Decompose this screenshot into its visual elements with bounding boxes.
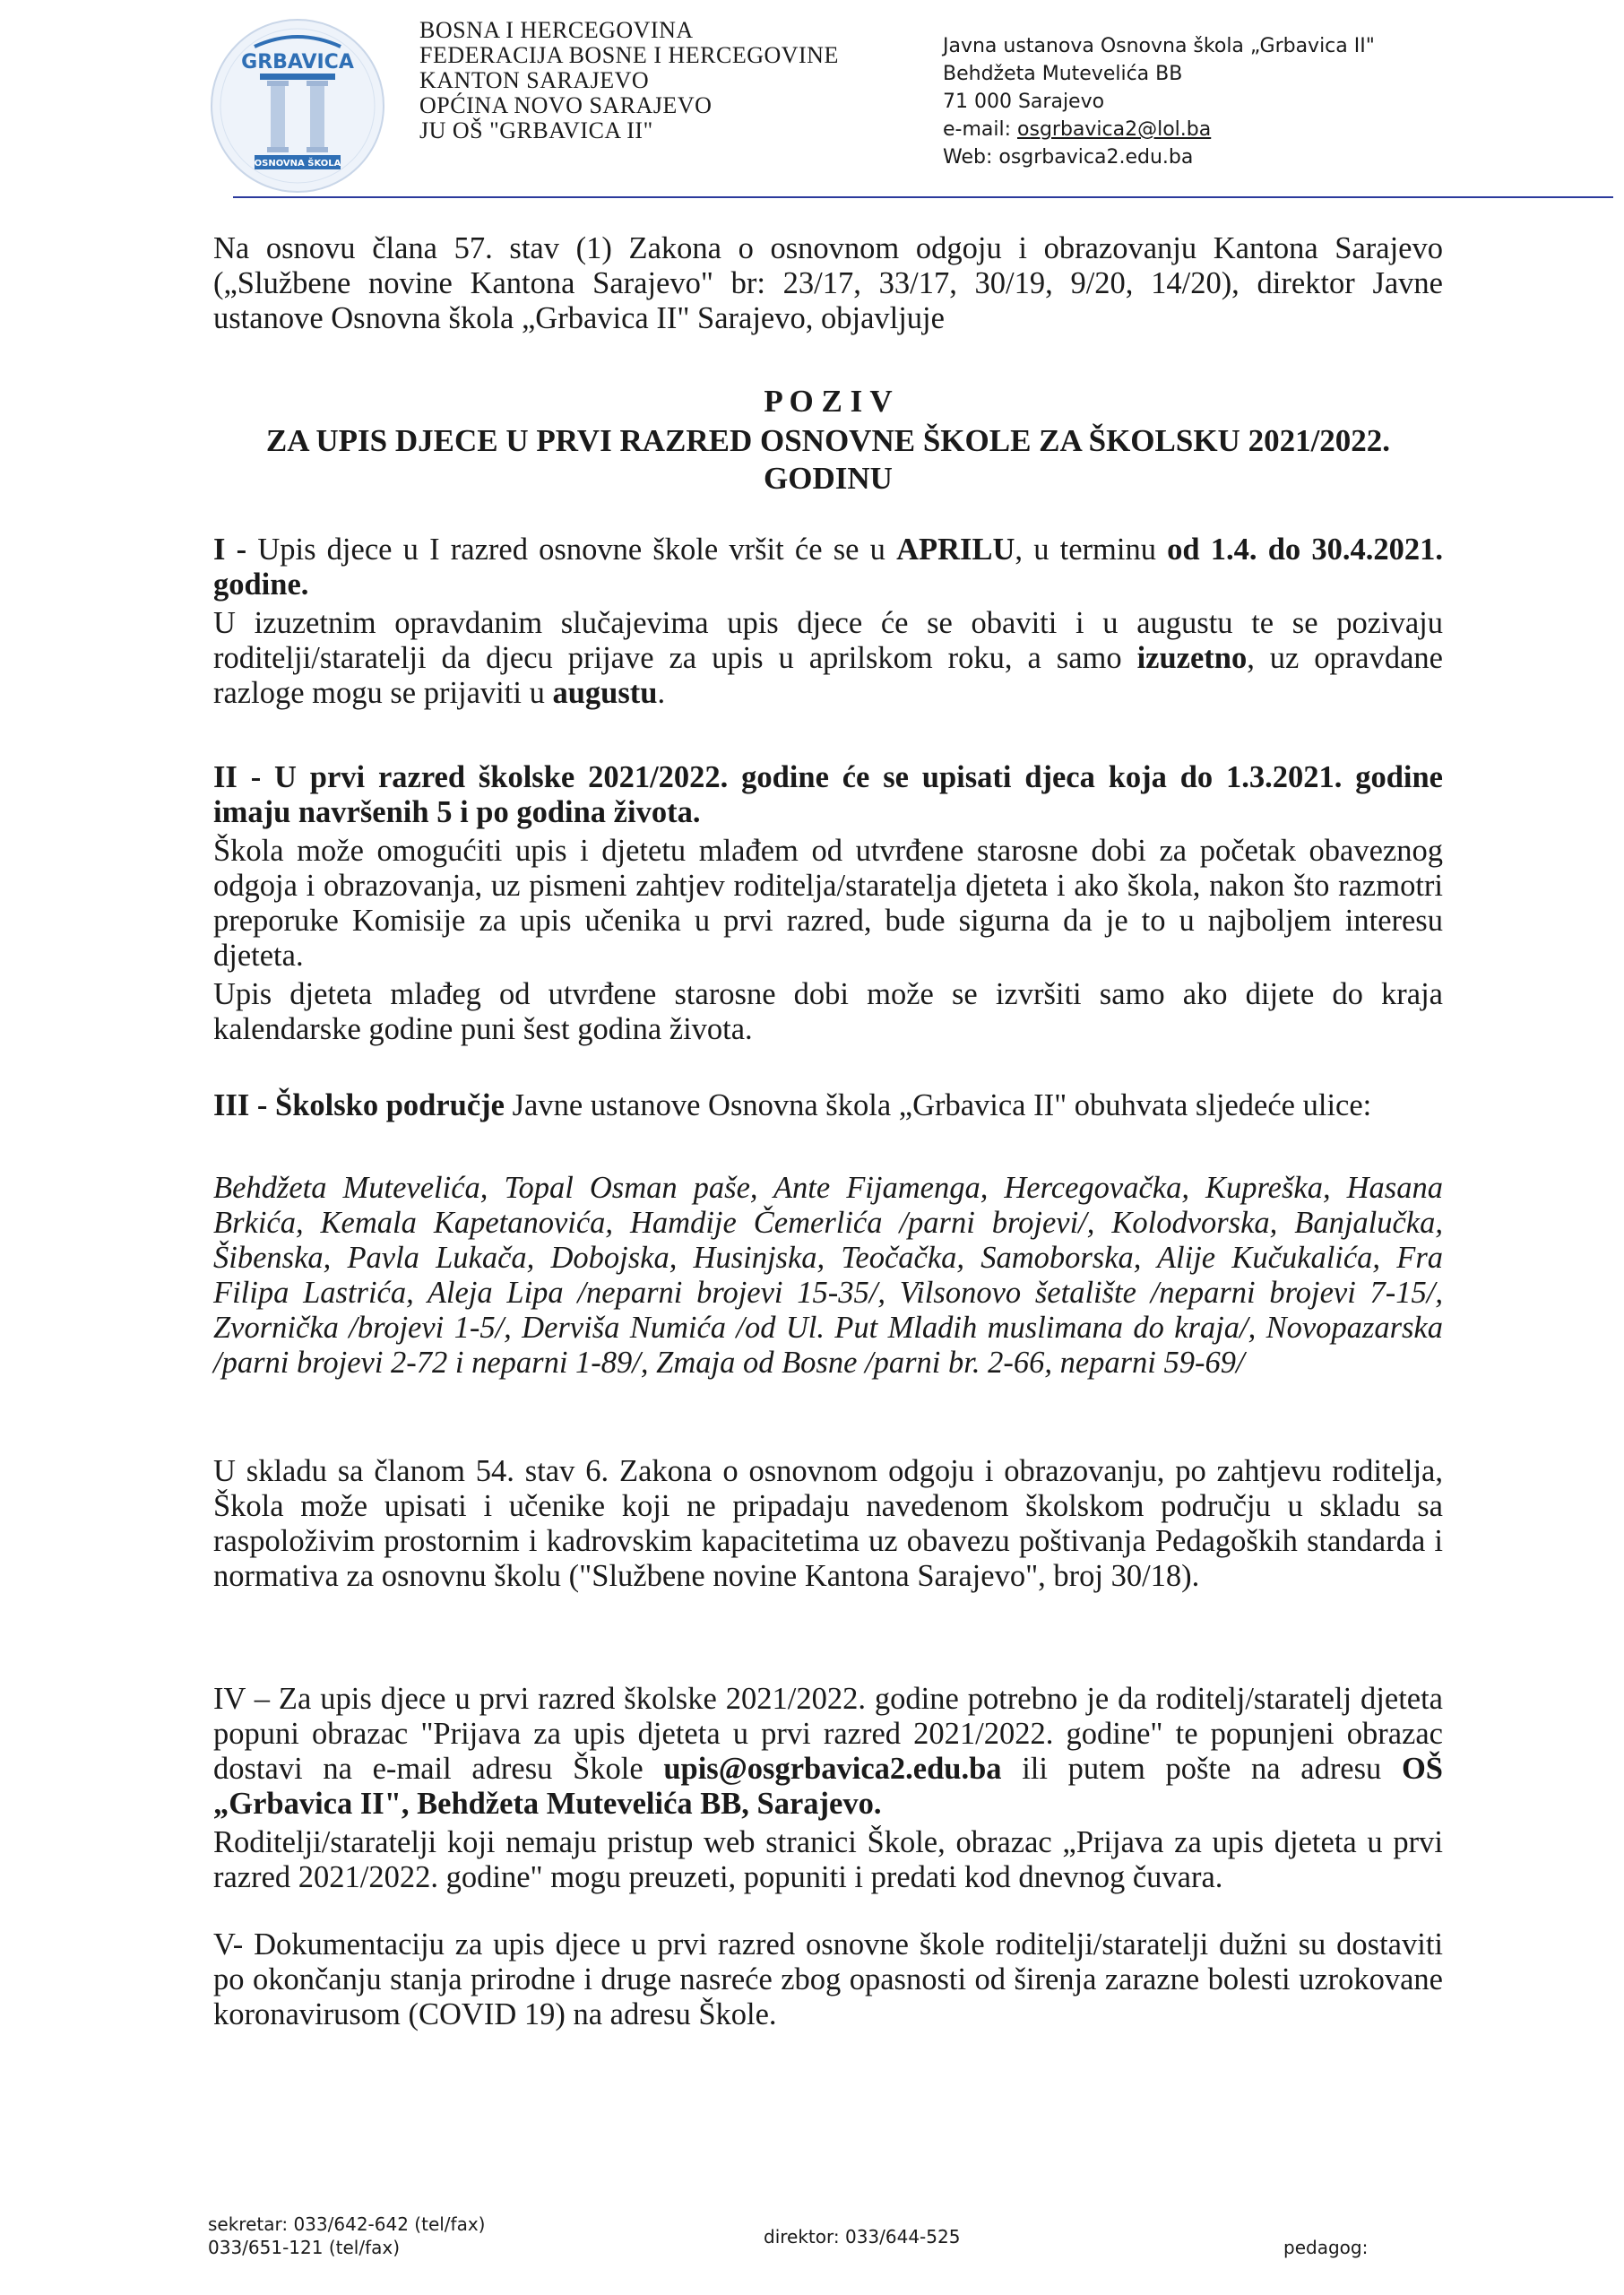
section-1-dates: od 1.4. do 30.4.2021. godine. bbox=[213, 533, 1443, 602]
section-3-heading-bold: III - Školsko područje bbox=[213, 1088, 505, 1122]
footer-secretary-line-2: 033/651-121 (tel/fax) bbox=[208, 2237, 401, 2258]
section-1-month: APRILU bbox=[896, 533, 1015, 567]
institution-line: BOSNA I HERCEGOVINA bbox=[419, 17, 694, 43]
street-list-text: Behdžeta Mutevelića, Topal Osman paše, Ante Fijamenga, Hercegovačka, Kupreška, Hasana Brkića, Kemala Kapetanovića, Hamdije Čemerlića /parni brojevi/, Kolodvorska, Banjalučka, Šibenska, Pavla Lukača, Dobojska, Husinjska, Teočačka, Samoborska, Alije Kučukalića, Fra Filipa Lastrića, Aleja Lipa /neparni brojevi 15-35/, Vilsonovo šetalište /neparni brojevi 7-15/, Zvornička /brojevi 1-5/, Derviša Numića /od Ul. Put Mladih muslimana do kraja/, Novopazarska /parni brojevi 2-72 i neparni 1-89/, Zmaja od Bosne /parni br. 2-66, neparni 59-69/ bbox=[213, 1171, 1443, 1380]
contact-city: 71 000 Sarajevo bbox=[943, 91, 1105, 113]
school-logo-emblem-icon bbox=[208, 16, 387, 195]
section-4-text: IV – Za upis djece u prvi razred školske 2021/2022. godine potrebno je da roditelj/staratelj djeteta popuni obrazac "Prijava za upis djeteta u prvi razred 2021/2022. godine" te popunjeni obrazac dostavi na e-mail adresu Škole bbox=[213, 1682, 1443, 1786]
section-1-text: Upis djece u I razred osnovne škole vršit će se u bbox=[257, 533, 897, 567]
contact-email-link[interactable]: osgrbavica2@lol.ba bbox=[1017, 118, 1212, 141]
logo-bottom-text: OSNOVNA ŠKOLA bbox=[254, 159, 341, 169]
footer-pedagog: pedagog: bbox=[1283, 2237, 1369, 2258]
section-1-exception-text-2: , uz opravdane razloge mogu se prijaviti u bbox=[213, 641, 1443, 710]
section-2-paragraph-2: Upis djeteta mlađeg od utvrđene starosne dobi može se izvršiti samo ako dijete do kraja kalendarske godine puni šest godina života. bbox=[213, 977, 1443, 1046]
section-1-text-2: , u terminu bbox=[1015, 533, 1168, 567]
section-4-email[interactable]: upis@osgrbavica2.edu.ba bbox=[663, 1752, 1002, 1786]
contact-email-label: e-mail: bbox=[943, 118, 1018, 141]
document-subtitle: ZA UPIS DJECE U PRVI RAZRED OSNOVNE ŠKOLE ZA ŠKOLSKU 2021/2022. bbox=[265, 423, 1391, 458]
section-1-intro bbox=[213, 533, 1443, 602]
header-divider bbox=[233, 196, 1613, 198]
school-logo bbox=[208, 16, 387, 195]
institution-line: OPĆINA NOVO SARAJEVO bbox=[419, 92, 713, 118]
contact-web: Web: osgrbavica2.edu.ba bbox=[943, 146, 1194, 169]
section-3-heading bbox=[213, 1088, 1443, 1123]
document-title: P O Z I V bbox=[764, 384, 893, 419]
section-1-exception bbox=[213, 606, 1443, 711]
section-1-number: I - bbox=[213, 533, 258, 567]
contact-email-row bbox=[943, 116, 1375, 143]
section-4-text-2: ili putem pošte na adresu bbox=[1001, 1752, 1402, 1786]
section-1-exception-end: . bbox=[657, 676, 666, 710]
section-5-paragraph: V- Dokumentaciju za upis djece u prvi razred osnovne škole roditelji/staratelji dužni su dostaviti po okončanju stanja prirodne i druge nasreće zbog opasnosti od širenja zarazne bolesti uzrokovane koronavirusom (COVID 19) na adresu Škole. bbox=[213, 1927, 1443, 2031]
section-3-heading-rest: Javne ustanove Osnovna škola „Grbavica II" obuhvata sljedeće ulice: bbox=[504, 1088, 1372, 1122]
document-subtitle-cont: GODINU bbox=[764, 461, 893, 496]
institution-block bbox=[419, 18, 839, 143]
contact-block bbox=[943, 32, 1375, 171]
section-3-paragraph: U skladu sa članom 54. stav 6. Zakona o osnovnom odgoju i obrazovanju, po zahtjevu roditelja, Škola može upisati i učenike koji ne pripadaju navedenom školskom području u skladu sa raspoloživim prostornim i kadrovskim kapacitetima uz obavezu poštivanja Pedagoških standarda i normativa za osnovnu školu ("Službene novine Kantona Sarajevo", broj 30/18). bbox=[213, 1454, 1443, 1593]
footer-secretary-line-1: sekretar: 033/642-642 (tel/fax) bbox=[208, 2213, 486, 2235]
section-1-exception-bold: izuzetno bbox=[1136, 641, 1248, 675]
section-2-paragraph-1: Škola može omogućiti upis i djetetu mlađem od utvrđene starosne dobi za početak obaveznog odgoja i obrazovanja, uz pismeni zahtjev roditelja/staratelja djeteta i ako škola, nakon što razmotri preporuke Komisije za upis učenika u prvi razred, bude sigurna da je to u najboljem interesu djeteta. bbox=[213, 834, 1443, 973]
contact-name: Javna ustanova Osnovna škola „Grbavica II" bbox=[943, 35, 1375, 57]
section-1-exception-text: U izuzetnim opravdanim slučajevima upis djece će se obaviti i u augustu te se pozivaju roditelji/staratelji da djecu prijave za upis u aprilskom roku, a samo bbox=[213, 606, 1443, 675]
intro-paragraph: Na osnovu člana 57. stav (1) Zakona o osnovnom odgoju i obrazovanju Kantona Sarajevo („Službene novine Kantona Sarajevo" br: 23/17, 33/17, 30/19, 9/20, 14/20), direktor Javne ustanove Osnovna škola „Grbavica II" Sarajevo, objavljuje bbox=[213, 231, 1443, 335]
section-1-exception-month: augustu bbox=[552, 676, 658, 710]
logo-top-text: GRBAVICA bbox=[241, 51, 354, 74]
street-list bbox=[213, 1171, 1443, 1381]
institution-line: FEDERACIJA BOSNE I HERCEGOVINE bbox=[419, 42, 839, 68]
section-4-paragraph-1 bbox=[213, 1682, 1443, 1822]
section-4-address: OŠ „Grbavica II", Behdžeta Mutevelića BB, Sarajevo. bbox=[213, 1752, 1443, 1821]
institution-line: JU OŠ "GRBAVICA II" bbox=[419, 117, 653, 143]
section-4-paragraph-2: Roditelji/staratelji koji nemaju pristup web stranici Škole, obrazac „Prijava za upis djeteta u prvi razred 2021/2022. godine" mogu preuzeti, popuniti i predati kod dnevnog čuvara. bbox=[213, 1825, 1443, 1894]
institution-line: KANTON SARAJEVO bbox=[419, 67, 650, 93]
contact-street: Behdžeta Mutevelića BB bbox=[943, 63, 1183, 85]
footer-secretary bbox=[208, 2213, 485, 2259]
section-2-heading: II - U prvi razred školske 2021/2022. godine će se upisati djeca koja do 1.3.2021. godine imaju navršenih 5 i po godina života. bbox=[213, 760, 1443, 829]
footer-director: direktor: 033/644-525 bbox=[764, 2226, 961, 2247]
